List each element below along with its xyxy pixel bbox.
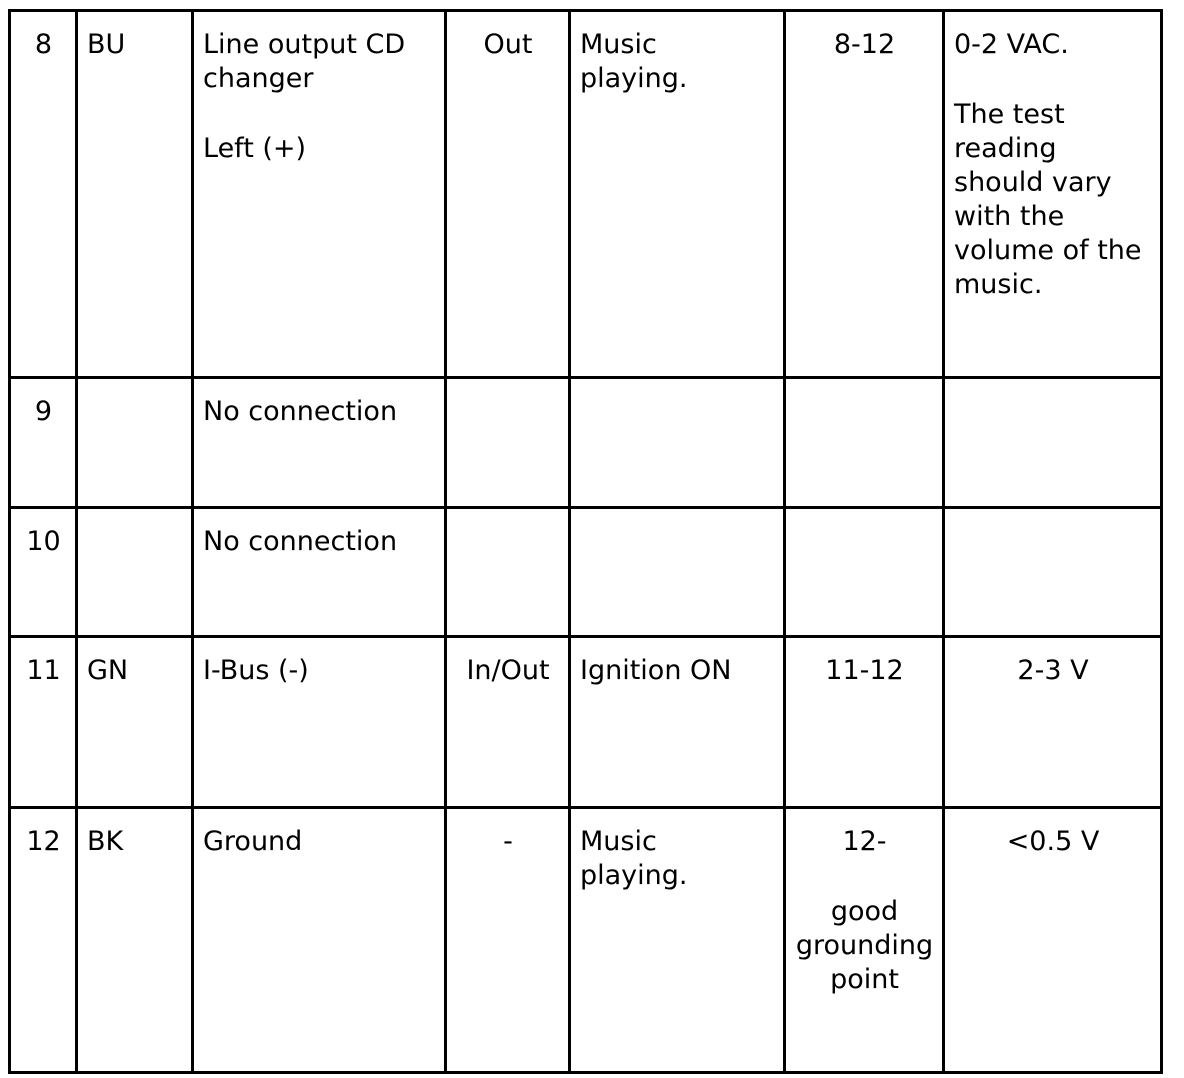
test-pins-line: 8-12 [833, 29, 896, 60]
test-pins-cell [785, 637, 944, 808]
description-cell [193, 508, 446, 637]
description-cell [193, 378, 446, 508]
value-line: music. [954, 269, 1043, 300]
wire-color-cell: BU [77, 11, 193, 378]
description-line: Left (+) [203, 133, 307, 164]
pin-number-cell: 12 [10, 808, 77, 1073]
condition-cell [570, 637, 785, 808]
pin-number-cell: 10 [10, 508, 77, 637]
value-line: 2-3 V [1017, 655, 1089, 686]
direction-cell [446, 378, 570, 508]
condition-line: playing. [580, 63, 688, 94]
test-pins-cell [785, 11, 944, 378]
wire-color-cell: BK [77, 808, 193, 1073]
value-line: The test [954, 99, 1065, 130]
condition-cell [570, 378, 785, 508]
value-cell [944, 637, 1162, 808]
condition-line: Music [580, 826, 657, 857]
condition-line: playing. [580, 860, 688, 891]
paragraph-gap [954, 62, 1152, 98]
table-row [10, 808, 1162, 1073]
test-pins-line: grounding [795, 930, 934, 961]
table-row [10, 11, 1162, 378]
condition-line: Music [580, 29, 657, 60]
direction-cell [446, 508, 570, 637]
description-line: No connection [203, 526, 398, 557]
condition-cell [570, 11, 785, 378]
test-pins-line: 12- [842, 826, 887, 857]
condition-cell [570, 508, 785, 637]
direction-cell: - [446, 808, 570, 1073]
condition-cell [570, 808, 785, 1073]
pin-number-cell: 11 [10, 637, 77, 808]
description-line: Ground [203, 826, 303, 857]
pin-assignment-table [8, 9, 1163, 1074]
description-line: I-Bus (-) [203, 655, 309, 686]
direction-cell: In/Out [446, 637, 570, 808]
direction-cell: Out [446, 11, 570, 378]
wire-color-cell [77, 508, 193, 637]
value-line: with the [954, 201, 1065, 232]
test-pins-cell [785, 508, 944, 637]
condition-line: Ignition ON [580, 655, 732, 686]
wire-color-cell [77, 378, 193, 508]
value-line: 0-2 VAC. [954, 29, 1069, 60]
paragraph-gap [203, 96, 436, 132]
wire-color-cell: GN [77, 637, 193, 808]
value-cell [944, 378, 1162, 508]
table-row [10, 378, 1162, 508]
value-cell [944, 11, 1162, 378]
pin-number-cell: 8 [10, 11, 77, 378]
value-cell [944, 808, 1162, 1073]
description-cell [193, 11, 446, 378]
table-row [10, 637, 1162, 808]
test-pins-cell [785, 378, 944, 508]
paragraph-gap [795, 859, 934, 895]
description-cell [193, 637, 446, 808]
table-row [10, 508, 1162, 637]
value-line: reading [954, 133, 1057, 164]
pin-number-cell: 9 [10, 378, 77, 508]
description-line: changer [203, 63, 314, 94]
description-line: Line output CD [203, 29, 406, 60]
test-pins-line: 11-12 [825, 655, 904, 686]
value-line: volume of the [954, 235, 1142, 266]
value-line: should vary [954, 167, 1112, 198]
value-cell [944, 508, 1162, 637]
description-line: No connection [203, 396, 398, 427]
test-pins-line: good [830, 896, 899, 927]
description-cell [193, 808, 446, 1073]
value-line: <0.5 V [1006, 826, 1100, 857]
test-pins-cell [785, 808, 944, 1073]
test-pins-line: point [830, 964, 899, 995]
